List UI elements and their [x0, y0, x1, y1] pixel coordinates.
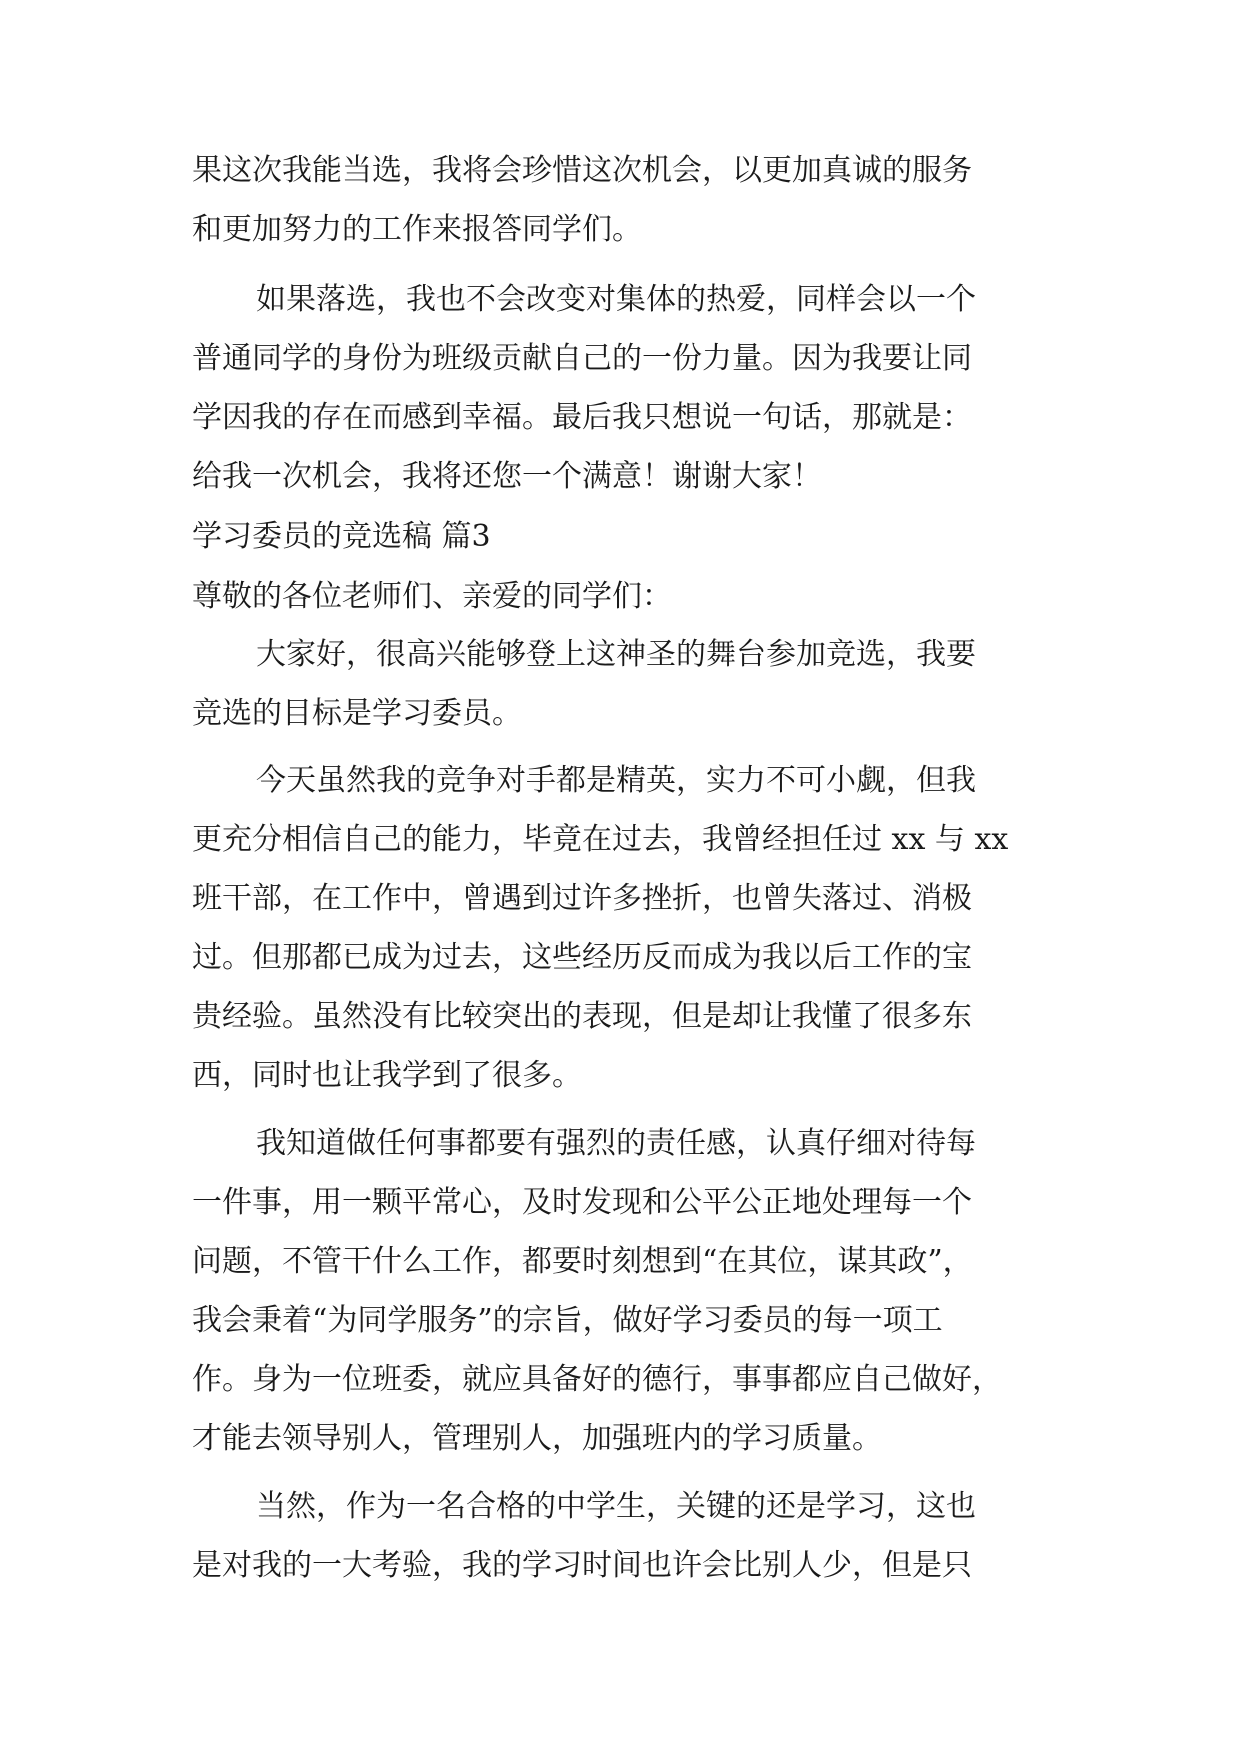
text-line: 贵经验。虽然没有比较突出的表现，但是却让我懂了很多东 [192, 999, 972, 1034]
text-line: 更充分相信自己的能力，毕竟在过去，我曾经担任过 xx 与 xx [192, 822, 1009, 857]
text-line: 是对我的一大考验，我的学习时间也许会比别人少，但是只 [192, 1548, 972, 1583]
text-line: 问题，不管干什么工作，都要时刻想到“在其位，谋其政”， [192, 1244, 973, 1279]
text-line: 才能去领导别人，管理别人，加强班内的学习质量。 [192, 1421, 882, 1456]
text-line: 我会秉着“为同学服务”的宗旨，做好学习委员的每一项工 [192, 1303, 943, 1338]
text-line: 班干部，在工作中，曾遇到过许多挫折，也曾失落过、消极 [192, 881, 972, 916]
paragraph-first-line: 当然，作为一名合格的中学生，关键的还是学习，这也 [256, 1489, 976, 1524]
text-line: 一件事，用一颗平常心，及时发现和公平公正地处理每一个 [192, 1185, 972, 1220]
paragraph-first-line: 如果落选，我也不会改变对集体的热爱，同样会以一个 [256, 282, 976, 317]
section-heading: 学习委员的竞选稿 篇3 [192, 519, 491, 554]
text-line: 和更加努力的工作来报答同学们。 [192, 212, 642, 247]
salutation: 尊敬的各位老师们、亲爱的同学们： [192, 579, 672, 614]
text-line: 竞选的目标是学习委员。 [192, 696, 522, 731]
text-line: 果这次我能当选，我将会珍惜这次机会，以更加真诚的服务 [192, 153, 972, 188]
text-line: 普通同学的身份为班级贡献自己的一份力量。因为我要让同 [192, 341, 972, 376]
text-line: 学因我的存在而感到幸福。最后我只想说一句话，那就是： [192, 400, 972, 435]
paragraph-first-line: 今天虽然我的竞争对手都是精英，实力不可小觑，但我 [256, 763, 976, 798]
text-line: 作。身为一位班委，就应具备好的德行，事事都应自己做好， [192, 1362, 1002, 1397]
text-line: 给我一次机会，我将还您一个满意！谢谢大家！ [192, 459, 822, 494]
text-line: 过。但那都已成为过去，这些经历反而成为我以后工作的宝 [192, 940, 972, 975]
paragraph-first-line: 我知道做任何事都要有强烈的责任感，认真仔细对待每 [256, 1126, 976, 1161]
paragraph-first-line: 大家好，很高兴能够登上这神圣的舞台参加竞选，我要 [256, 637, 976, 672]
text-line: 西，同时也让我学到了很多。 [192, 1058, 582, 1093]
